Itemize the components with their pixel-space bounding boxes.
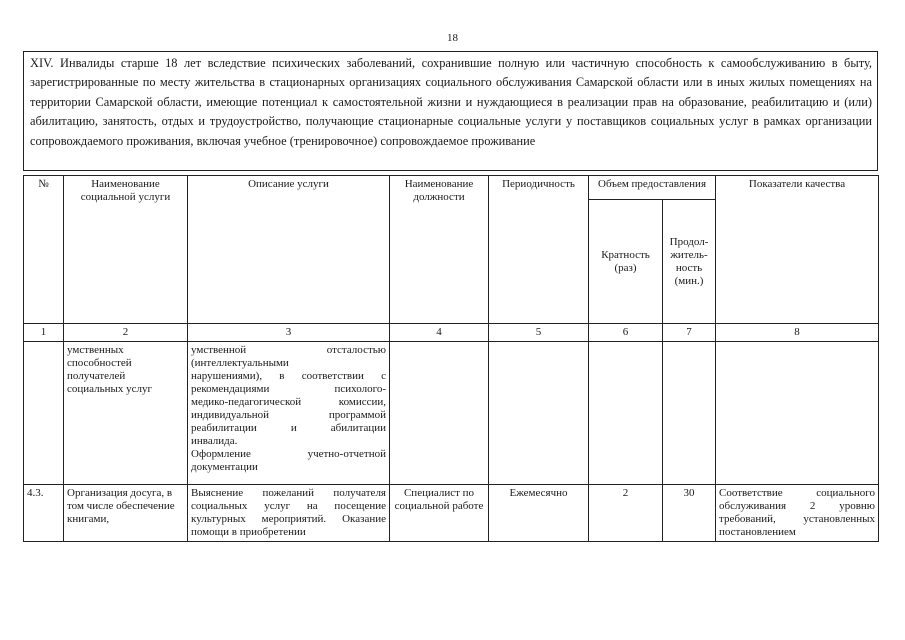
description-line: нарушениями), в соответствии с	[191, 370, 386, 382]
table-row-continuation	[24, 342, 879, 485]
section-heading: XIV. Инвалиды старше 18 лет вследствие психических заболеваний, сохранившие полную или частичную способность к самообслуживанию в быту, зарегистрированные по месту жительства в стационарных организациях социального обслуживания Самарской области или в иных жилых помещениях на территории Самарской области, имеющие потенциал к самостоятельной жизни и нуждающиеся в реализации прав на образование, реабилитацию и (или) абилитацию, занятость, отдых и трудоустройство, получающие стационарные социальные услуги у поставщиков социальных услуг в рамках организации сопровождаемого проживания, включая учебное (тренировочное) сопровождаемое проживание	[23, 51, 878, 171]
cell-quality	[716, 342, 879, 485]
cell-num: 4.3.	[24, 485, 64, 542]
cell-position	[390, 342, 489, 485]
cell-periodicity: Ежемесячно	[489, 485, 589, 542]
column-number: 1	[24, 324, 64, 342]
header-quality: Показатели качества	[716, 176, 879, 324]
cell-service-name: умственных способностей получателей социальных услуг	[64, 342, 188, 485]
description-line: медико-педагогической комиссии,	[191, 396, 386, 408]
description-line: рекомендациями психолого-	[191, 383, 386, 395]
column-number: 8	[716, 324, 879, 342]
description-line: документации	[191, 461, 258, 473]
cell-duration	[663, 342, 716, 485]
header-service-name: Наименование социальной услуги	[64, 176, 188, 324]
cell-description: Выяснение пожеланий получателя социальных услуг на посещение культурных мероприятий. Оказание помощи в приобретении	[188, 485, 390, 542]
description-line: индивидуальной программой	[191, 409, 386, 421]
column-number: 2	[64, 324, 188, 342]
cell-service-name: Организация досуга, в том числе обеспечение книгами,	[64, 485, 188, 542]
header-position: Наименование должности	[390, 176, 489, 324]
header-num: №	[24, 176, 64, 324]
page-number: 18	[447, 32, 458, 44]
cell-multiplicity	[589, 342, 663, 485]
description-line: (интеллектуальными	[191, 357, 289, 369]
cell-num	[24, 342, 64, 485]
header-multiplicity: Кратность (раз)	[589, 200, 663, 324]
description-line: Оформление учетно-отчетной	[191, 448, 386, 460]
description-lines	[191, 344, 386, 474]
column-number: 5	[489, 324, 589, 342]
column-number: 3	[188, 324, 390, 342]
table-header-row	[24, 176, 879, 200]
column-number: 7	[663, 324, 716, 342]
cell-multiplicity: 2	[589, 485, 663, 542]
cell-position: Специалист по социальной работе	[390, 485, 489, 542]
header-duration: Продол- житель- ность (мин.)	[663, 200, 716, 324]
table-row-4-3	[24, 485, 879, 542]
description-line: инвалида.	[191, 435, 238, 447]
description-line: умственной отсталостью	[191, 344, 386, 356]
cell-periodicity	[489, 342, 589, 485]
header-volume: Объем предоставления	[589, 176, 716, 200]
header-description: Описание услуги	[188, 176, 390, 324]
column-number: 4	[390, 324, 489, 342]
description-line: реабилитации и абилитации	[191, 422, 386, 434]
column-number: 6	[589, 324, 663, 342]
services-table	[23, 175, 879, 542]
cell-quality: Соответствие социального обслуживания 2 уровню требований, установленных постановлением	[716, 485, 879, 542]
header-periodicity: Периодичность	[489, 176, 589, 324]
cell-duration: 30	[663, 485, 716, 542]
column-number-row	[24, 324, 879, 342]
cell-description	[188, 342, 390, 485]
document-frame	[23, 51, 878, 563]
